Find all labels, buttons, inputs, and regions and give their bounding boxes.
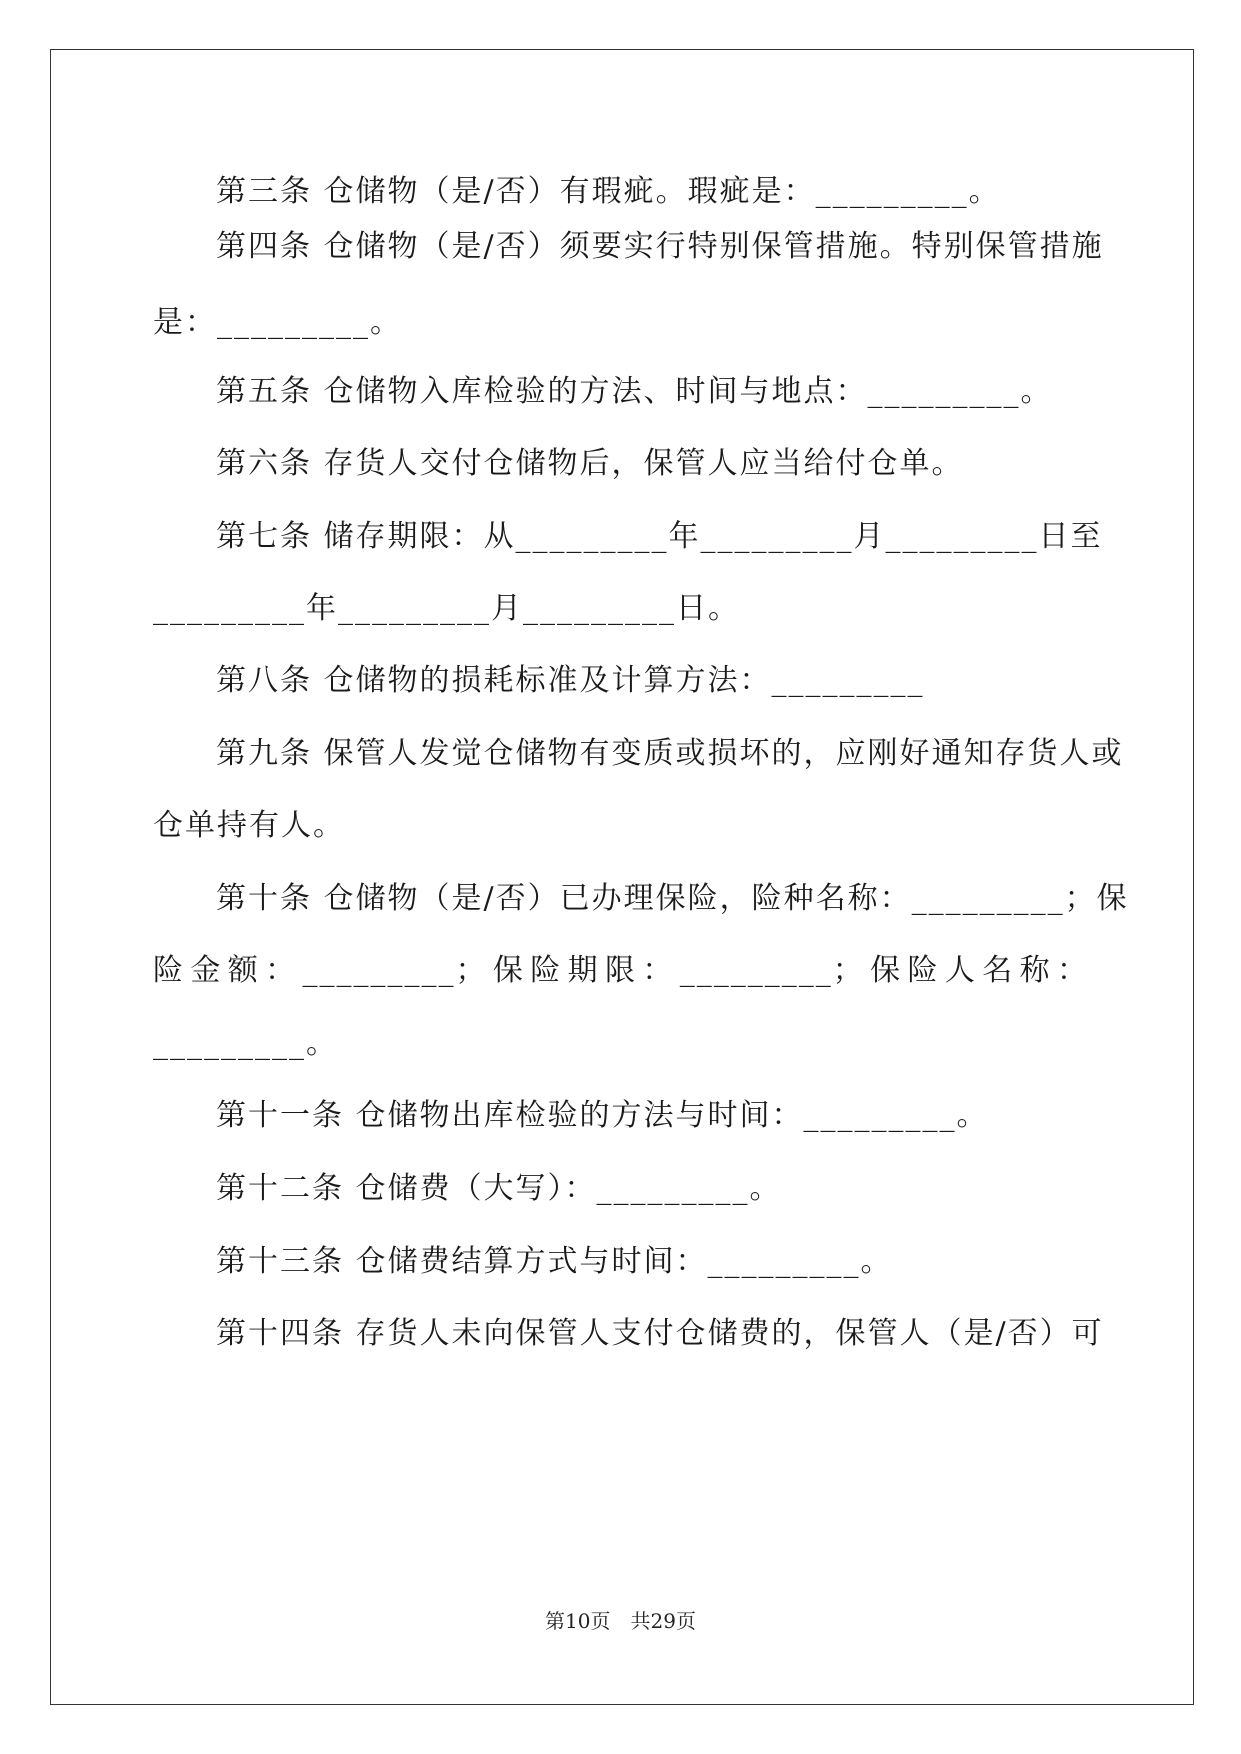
clause-11-line: 第十一条 仓储物出库检验的方法与时间：_________。 xyxy=(216,1098,989,1133)
clause-10-line-1: 第十条 仓储物（是/否）已办理保险，险种名称：_________；保 xyxy=(216,881,1129,916)
clause-4-line-2: 是：_________。 xyxy=(153,305,402,340)
clause-4-line-1: 第四条 仓储物（是/否）须要实行特别保管措施。特别保管措施 xyxy=(216,229,1104,264)
clause-7-line-2: _________年_________月_________日。 xyxy=(153,591,740,626)
clause-7-line-1: 第七条 储存期限：从_________年_________月_________日至 xyxy=(216,519,1103,554)
clause-8-line: 第八条 仓储物的损耗标准及计算方法：_________ xyxy=(216,663,925,698)
page-number: 第10页 共29页 xyxy=(545,1609,696,1633)
clause-13-line: 第十三条 仓储费结算方式与时间：_________。 xyxy=(216,1244,893,1279)
clause-12-line: 第十二条 仓储费（大写）：_________。 xyxy=(216,1171,782,1206)
clause-9-line-2: 仓单持有人。 xyxy=(153,808,345,843)
clause-6-line: 第六条 存货人交付仓储物后，保管人应当给付仓单。 xyxy=(216,446,964,481)
clause-5-line: 第五条 仓储物入库检验的方法、时间与地点：_________。 xyxy=(216,374,1053,409)
page-border xyxy=(50,49,1194,1705)
clause-14-line-1: 第十四条 存货人未向保管人支付仓储费的，保管人（是/否）可 xyxy=(216,1316,1104,1351)
clause-10-line-2: 险金额：_________；保险期限：_________；保险人名称： xyxy=(153,953,1089,988)
clause-3-line: 第三条 仓储物（是/否）有瑕疵。瑕疵是：_________。 xyxy=(216,174,1001,209)
clause-10-line-3: _________。 xyxy=(153,1026,338,1061)
clause-9-line-1: 第九条 保管人发觉仓储物有变质或损坏的，应刚好通知存货人或 xyxy=(216,736,1124,771)
